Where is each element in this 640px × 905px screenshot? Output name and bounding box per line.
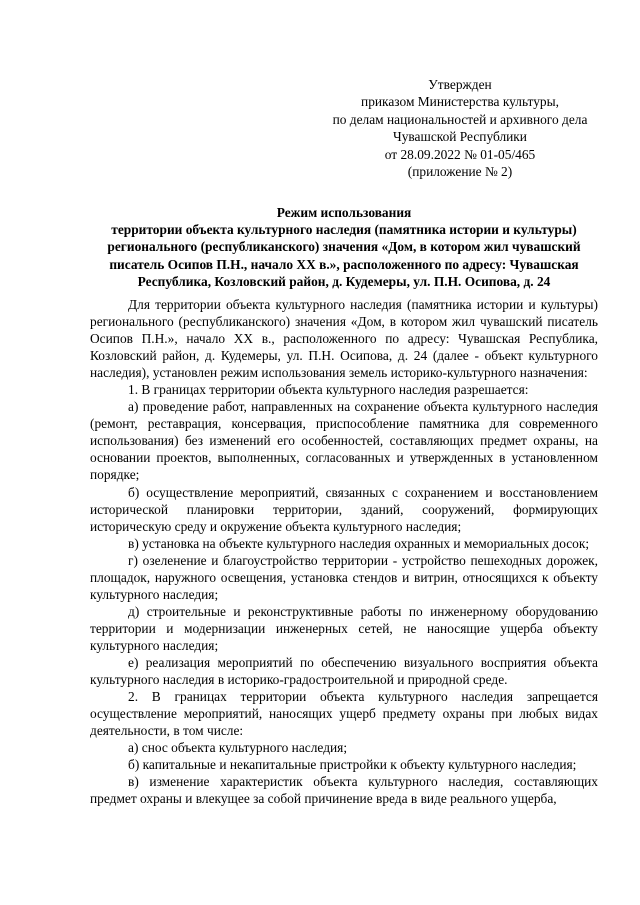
body-paragraph-item-e: е) реализация мероприятий по обеспечению визуального восприятия объекта культурного наследия в историко-градостроительной и природной среде.	[90, 654, 598, 688]
approval-line: Утвержден	[428, 77, 492, 92]
approval-stamp-block	[300, 76, 620, 180]
body-paragraph-item-v: в) установка на объекте культурного наследия охранных и мемориальных досок;	[128, 535, 590, 551]
body-paragraph-item-d: д) строительные и реконструктивные работы по инженерному оборудованию территории и модернизации инженерных сетей, не наносящие ущерба объекту культурного наследия;	[90, 603, 598, 653]
title-line: писатель Осипов П.Н., начало XX в.», расположенного по адресу: Чувашская	[109, 256, 579, 272]
body-paragraph-item-a: а) проведение работ, направленных на сохранение объекта культурного наследия (ремонт, реставрация, консервация, приспособление памятника для современного использования) без изменений его особенностей, составляющих предмет охраны, на основании проектов, выполненных, согласованных и утвержденных в установленном порядке;	[90, 399, 598, 483]
body-paragraph-item-b: б) осуществление мероприятий, связанных с сохранением и восстановлением исторической планировки территории, зданий, сооружений, формирующих историческую среду и окружение объекта культурного наследия;	[90, 484, 598, 534]
body-paragraph-intro: Для территории объекта культурного наследия (памятника истории и культуры) регионального (республиканского) значения «Дом, в котором жил чувашский писатель Осипов П.Н.», начало XX в., расположенного по адресу: Чувашская Республика, Козловский район, д. Кудемеры, ул. П.Н. Осипова, д. 24 (далее - объект культурного наследия), установлен режим использования земель историко-культурного назначения:	[90, 297, 598, 381]
title-line: регионального (республиканского) значения «Дом, в котором жил чувашский	[107, 239, 581, 255]
body-paragraph-item-a: а) снос объекта культурного наследия;	[128, 740, 348, 756]
approval-line: Чувашской Республики	[393, 129, 527, 145]
document-title	[84, 204, 604, 290]
body-paragraph-item-v: в) изменение характеристик объекта культурного наследия, составляющих предмет охраны и влекущее за собой причинение вреда в виде реального ущерба,	[90, 774, 598, 807]
approval-line: по делам национальностей и архивного дела	[332, 111, 588, 127]
document-body	[90, 296, 598, 807]
approval-line: приказом Министерства культуры,	[361, 94, 559, 110]
title-line: Режим использования	[276, 205, 412, 220]
title-line: Республика, Козловский район, д. Кудемеры, ул. П.Н. Осипова, д. 24	[137, 273, 551, 289]
approval-line: от 28.09.2022 № 01-05/465	[384, 146, 536, 162]
body-paragraph-item-b: б) капитальные и некапитальные пристройки к объекту культурного наследия;	[128, 757, 577, 773]
body-paragraph-section-1: 1. В границах территории объекта культурного наследия разрешается:	[128, 382, 529, 398]
approval-line: (приложение № 2)	[407, 164, 513, 180]
body-paragraph-item-g: г) озеленение и благоустройство территории - устройство пешеходных дорожек, площадок, наружного освещения, установка стендов и витрин, относящихся к объекту культурного наследия;	[90, 552, 598, 602]
body-paragraph-section-2: 2. В границах территории объекта культурного наследия запрещается осуществление мероприятий, наносящих ущерб предмету охраны при любых видах деятельности, в том числе:	[90, 689, 598, 739]
title-line: территории объекта культурного наследия (памятника истории и культуры)	[111, 222, 577, 238]
